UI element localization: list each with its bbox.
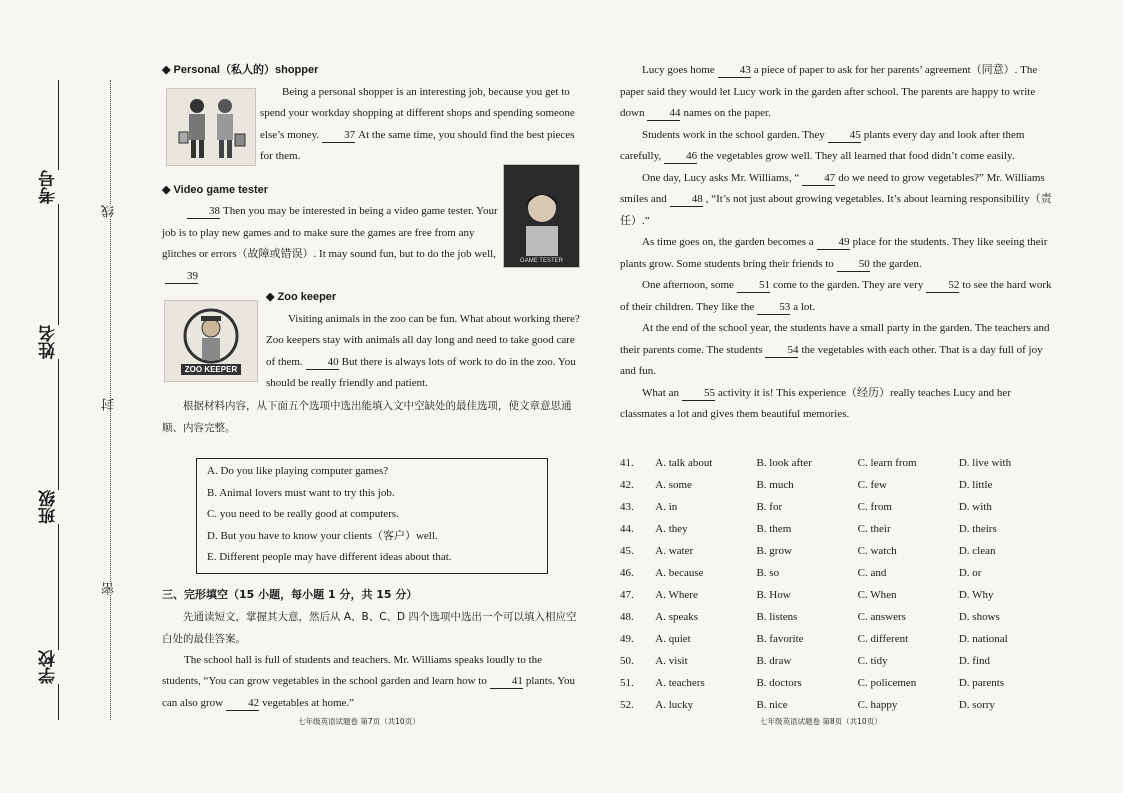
cloze-paragraph-6 <box>620 275 1052 318</box>
option-number: 43. <box>620 501 634 513</box>
blank-41[interactable]: 41 <box>490 674 523 689</box>
option-d[interactable]: D. Why <box>958 589 994 601</box>
seal-char-xian: 线 <box>100 205 120 218</box>
zoo-keeper-caption: ZOO KEEPER <box>181 364 241 375</box>
footer-page-8: 七年级英语试题卷 第8页（共10页） <box>760 717 882 726</box>
option-number: 52. <box>620 699 634 711</box>
blank-40[interactable]: 40 <box>306 355 339 370</box>
option-a[interactable]: A. teachers <box>655 677 705 689</box>
cloze-paragraph-8 <box>620 383 1052 426</box>
blank-44[interactable]: 44 <box>647 106 680 121</box>
option-d[interactable]: D. parents <box>958 677 1005 689</box>
r-text-2a: Students work in the school garden. They <box>642 128 825 141</box>
blank-54[interactable]: 54 <box>765 343 798 358</box>
r-text-6b: the vegetables with each other. That is a day full of joy and fun. <box>620 343 1043 377</box>
game-tester-caption: GAME TESTER <box>520 258 563 264</box>
option-number: 42. <box>620 479 634 491</box>
option-c[interactable]: C. few <box>857 479 887 491</box>
option-row <box>620 606 1060 628</box>
r-text-4a: As time goes on, the garden becomes a <box>642 236 814 248</box>
r-text-1a: Lucy goes home <box>642 64 715 76</box>
option-a[interactable]: A. lucky <box>655 699 694 711</box>
option-b[interactable]: B. favorite <box>756 633 804 645</box>
option-d[interactable]: D. sorry <box>958 699 995 711</box>
option-row <box>620 562 1060 584</box>
options-box <box>196 458 548 574</box>
box-option-e: E. Different people may have different ideas about that. <box>207 551 452 563</box>
option-a[interactable]: A. they <box>655 523 688 535</box>
blank-46[interactable]: 46 <box>664 149 697 164</box>
option-c[interactable]: C. watch <box>857 545 897 557</box>
option-a[interactable]: A. in <box>655 501 678 513</box>
p1-text2: At the same time, you should find the best pieces for them. <box>260 128 575 162</box>
option-a[interactable]: A. some <box>655 479 692 491</box>
box-option-b: B. Animal lovers must want to try this job. <box>207 486 395 499</box>
r-text-4c: the garden. <box>872 257 922 270</box>
option-row <box>620 672 1060 694</box>
option-row <box>620 628 1060 650</box>
option-d[interactable]: D. find <box>958 655 991 667</box>
r-text-1b: a piece of paper to ask for her parents’ agreement（同意）. The paper said they would let Lucy work in the garden after school. The parents are happy to write down <box>620 64 1038 119</box>
box-option-d: D. But you have to know your clients（客户）well. <box>207 529 438 542</box>
blank-48[interactable]: 48 <box>670 192 703 207</box>
blank-47[interactable]: 47 <box>802 171 835 186</box>
r-text-6a: At the end of the school year, the students have a small party in the garden. The teachers and their parents come. The students <box>620 322 1050 356</box>
answer-options-list <box>620 452 1060 716</box>
r-text-5d: a lot. <box>793 300 816 313</box>
option-number: 41. <box>620 457 634 469</box>
blank-43[interactable]: 43 <box>718 63 751 78</box>
blank-37[interactable]: 37 <box>322 128 355 143</box>
cloze-paragraph-5 <box>620 232 1052 275</box>
r-text-2c: the vegetables grow well. They all learned that food didn’t come easily. <box>700 150 1015 162</box>
class-label: 班级 <box>40 490 70 524</box>
option-b[interactable]: B. nice <box>756 699 788 711</box>
option-number: 48. <box>620 611 634 623</box>
p3-text: Visiting animals in the zoo can be fun. What about working there? Zoo keepers stay with animals all day long and need to take good care of them. <box>266 312 580 368</box>
cloze-section-left <box>162 584 582 714</box>
cloze-text-2: plants. You can also grow <box>162 675 576 709</box>
blank-38[interactable]: 38 <box>187 204 220 219</box>
p1-text: Being a personal shopper is an interesting job, because you get to spend your workday shopping at different shops and spending someone else’s money. <box>260 85 575 141</box>
r-text-3c: , “It’s not just about growing vegetables. It’s about learning responsibility（责任）.” <box>620 193 1052 227</box>
r-text-5b: come to the garden. They are very <box>772 279 924 291</box>
blank-53[interactable]: 53 <box>757 300 790 315</box>
cloze-paragraph-1 <box>162 650 582 715</box>
option-number: 45. <box>620 545 634 557</box>
option-row <box>620 540 1060 562</box>
option-d[interactable]: D. theirs <box>958 523 997 535</box>
r-text-7b: activity it is! This experience（经历）really teaches Lucy and her classmates a lot and gives them beautiful memories. <box>620 386 1011 420</box>
cloze-text-1: The school hall is full of students and teachers. Mr. Williams speaks loudly to the students, “You can grow vegetables in the school garden and learn how to <box>162 653 543 687</box>
option-row <box>620 452 1060 474</box>
option-number: 47. <box>620 589 634 601</box>
option-c[interactable]: C. from <box>857 501 892 513</box>
option-c[interactable]: C. and <box>857 567 887 579</box>
option-b[interactable]: B. How <box>756 589 791 601</box>
option-row <box>620 650 1060 672</box>
zoo-keeper-heading: ◆ Zoo keeper <box>266 291 337 303</box>
option-b[interactable]: B. so <box>756 567 780 579</box>
option-a[interactable]: A. water <box>655 545 694 557</box>
option-c[interactable]: C. tidy <box>857 655 888 667</box>
r-text-4b: place for the students. They like seeing their plants grow. Some students bring their friends to <box>620 236 1048 270</box>
exam-number-label: 考号 <box>40 170 70 204</box>
cloze-paragraph-7 <box>620 318 1052 383</box>
option-number: 51. <box>620 677 634 689</box>
option-number: 50. <box>620 655 634 667</box>
option-a[interactable]: A. Where <box>655 589 698 601</box>
option-c[interactable]: C. learn from <box>857 457 917 469</box>
r-text-3a: One day, Lucy asks Mr. Williams, “ <box>642 171 800 184</box>
binding-margin <box>0 0 150 793</box>
blank-39[interactable]: 39 <box>165 269 198 284</box>
option-a[interactable]: A. quiet <box>655 633 691 645</box>
personal-shopper-heading: ◆ Personal（私人的）shopper <box>162 64 319 76</box>
option-row <box>620 584 1060 606</box>
video-game-paragraph <box>162 201 498 287</box>
option-a[interactable]: A. talk about <box>655 457 713 469</box>
blank-51[interactable]: 51 <box>737 278 770 293</box>
option-c[interactable]: C. their <box>857 523 891 535</box>
option-b[interactable]: B. for <box>756 501 783 513</box>
seal-char-feng: 封 <box>100 398 120 411</box>
option-d[interactable]: D. national <box>958 633 1008 645</box>
personal-shopper-title: Personal（私人的）shopper <box>173 64 319 76</box>
option-a[interactable]: A. speaks <box>655 611 699 623</box>
option-b[interactable]: B. them <box>756 523 792 535</box>
option-d[interactable]: D. shows <box>958 611 1000 623</box>
r-text-3b: do we need to grow vegetables?” Mr. Williams smiles and <box>620 171 1045 205</box>
footer-page-7: 七年级英语试题卷 第7页（共10页） <box>298 717 420 726</box>
option-number: 49. <box>620 633 634 645</box>
option-row <box>620 474 1060 496</box>
instruction-text: 根据材料内容，从下面五个选项中选出能填入文中空缺处的最佳选项，使文章意思通顺、内容完整。 <box>162 399 572 434</box>
video-game-title: Video game tester <box>173 183 269 196</box>
left-column <box>162 60 582 439</box>
option-number: 44. <box>620 523 634 535</box>
option-d[interactable]: D. little <box>958 479 993 491</box>
personal-shopper-paragraph <box>162 82 582 168</box>
video-game-heading: ◆ Video game tester <box>162 183 269 196</box>
zoo-keeper-paragraph <box>162 309 582 395</box>
r-text-2b: plants every day and look after them carefully, <box>620 128 1025 162</box>
r-text-7a: What an <box>642 386 679 399</box>
option-b[interactable]: B. doctors <box>756 677 802 689</box>
blank-49[interactable]: 49 <box>817 235 850 250</box>
option-row <box>620 694 1060 716</box>
blank-55[interactable]: 55 <box>682 386 715 401</box>
seal-char-mi: 密 <box>100 582 120 595</box>
p2-text: Then you may be interested in being a video game tester. Your job is to play new games and to make sure the games are free from any glitches or errors（故障或错误）. It may sound fun, but to do the job well, <box>162 205 498 260</box>
r-text-1c: names on the paper. <box>683 107 771 119</box>
box-option-a: A. Do you like playing computer games? <box>207 465 389 477</box>
name-label: 姓名 <box>40 325 70 359</box>
blank-45[interactable]: 45 <box>828 128 861 143</box>
option-a[interactable]: A. visit <box>655 655 688 667</box>
option-number: 46. <box>620 567 634 579</box>
blank-50[interactable]: 50 <box>837 257 870 272</box>
option-c[interactable]: C. answers <box>857 611 906 623</box>
zoo-keeper-title: Zoo keeper <box>277 291 337 303</box>
right-column <box>620 60 1052 426</box>
option-c[interactable]: C. When <box>857 589 897 601</box>
option-d[interactable]: D. with <box>958 501 992 513</box>
blank-42[interactable]: 42 <box>226 696 259 711</box>
option-b[interactable]: B. grow <box>756 545 792 557</box>
cloze-paragraph-2 <box>620 60 1052 125</box>
cloze-paragraph-3 <box>620 125 1052 168</box>
r-text-5c: to see the hard work of their children. They like the <box>620 279 1052 313</box>
section-3-title: 三、完形填空（15 小题，每小题 1 分，共 15 分） <box>162 588 418 601</box>
cloze-paragraph-4 <box>620 168 1052 233</box>
option-d[interactable]: D. live with <box>958 457 1012 469</box>
option-b[interactable]: B. much <box>756 479 794 491</box>
option-row <box>620 518 1060 540</box>
cloze-text-3: vegetables at home.” <box>262 696 355 709</box>
option-b[interactable]: B. look after <box>756 457 812 469</box>
option-d[interactable]: D. clean <box>958 545 996 557</box>
blank-52[interactable]: 52 <box>926 278 959 293</box>
option-c[interactable]: C. happy <box>857 699 898 711</box>
option-d[interactable]: D. or <box>958 567 982 579</box>
option-c[interactable]: C. different <box>857 633 909 645</box>
option-b[interactable]: B. draw <box>756 655 792 667</box>
school-label: 学校 <box>40 650 70 684</box>
r-text-5a: One afternoon, some <box>642 279 734 291</box>
box-option-c: C. you need to be really good at computers. <box>207 508 399 520</box>
p3-text2: But there is always lots of work to do in the zoo. You should be really friendly and patient. <box>266 355 576 389</box>
section-3-instruction: 先通读短文，掌握其大意，然后从 A、B、C、D 四个选项中选出一个可以填入相应空白处的最佳答案。 <box>162 610 577 645</box>
option-c[interactable]: C. policemen <box>857 677 917 689</box>
option-a[interactable]: A. because <box>655 567 704 579</box>
option-row <box>620 496 1060 518</box>
option-b[interactable]: B. listens <box>756 611 798 623</box>
